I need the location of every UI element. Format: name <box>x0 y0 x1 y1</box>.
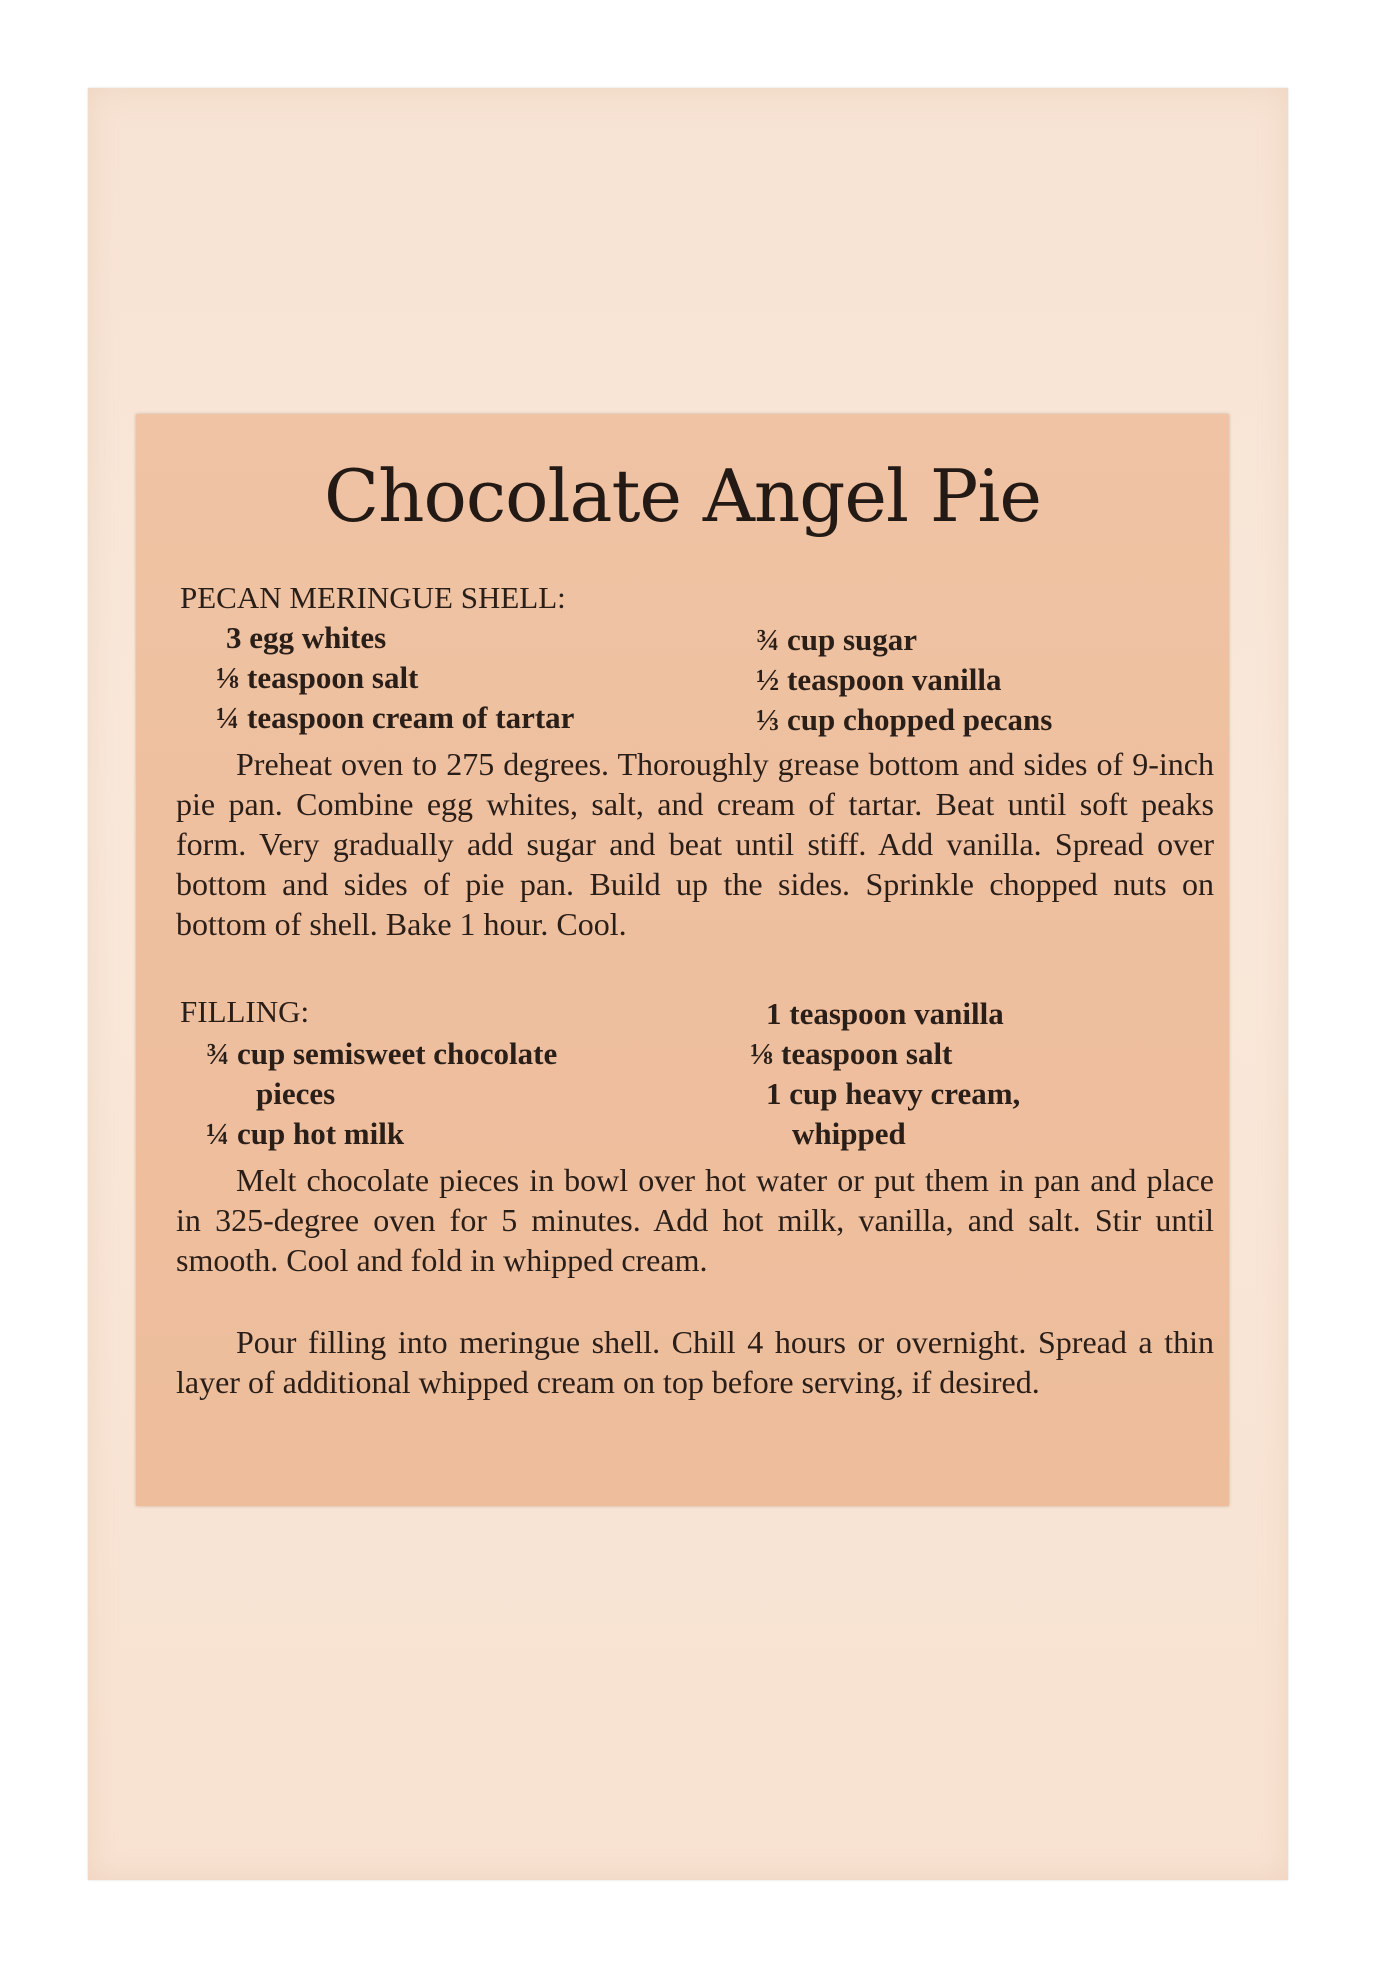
shell-ingredient: 3 egg whites <box>226 620 387 655</box>
shell-heading: PECAN MERINGUE SHELL: <box>180 580 566 615</box>
shell-ingredient: ⅓ cup chopped pecans <box>756 702 1053 737</box>
shell-ingredient: ¾ cup sugar <box>756 622 918 657</box>
filling-ingredient: ⅛ teaspoon salt <box>750 1036 953 1071</box>
filling-ingredient: pieces <box>256 1076 336 1111</box>
shell-ingredient: ¼ teaspoon cream of tartar <box>216 700 575 735</box>
filling-ingredient: 1 teaspoon vanilla <box>766 996 1004 1031</box>
filling-ingredient: 1 cup heavy cream, <box>766 1076 1021 1111</box>
shell-ingredient: ⅛ teaspoon salt <box>216 660 419 695</box>
filling-directions-final: Pour filling into meringue shell. Chill 4 hours or overnight. Spread a thin layer of additional whipped cream on top before serving, if desired. <box>176 1324 1214 1400</box>
filling-directions: Melt chocolate pieces in bowl over hot water or put them in pan and place in 325-degree oven for 5 minutes. Add hot milk, vanilla, and salt. Stir until smooth. Cool and fold in whipped cream. <box>176 1162 1214 1278</box>
recipe-title: Chocolate Angel Pie <box>324 454 1041 538</box>
filling-ingredient: whipped <box>792 1116 906 1151</box>
filling-ingredient: ¾ cup semisweet chocolate <box>206 1036 558 1071</box>
filling-ingredient: ¼ cup hot milk <box>206 1116 405 1151</box>
shell-ingredient: ½ teaspoon vanilla <box>756 662 1002 697</box>
newspaper-clipping <box>136 414 1229 1506</box>
shell-directions: Preheat oven to 275 degrees. Thoroughly grease bottom and sides of 9-inch pie pan. Combine egg whites, salt, and cream of tartar. Beat until soft peaks form. Very gradually add sugar and beat until stiff. Add vanilla. Spread over bottom and sides of pie pan. Build up the sides. Sprinkle chopped nuts on bottom of shell. Bake 1 hour. Cool. <box>176 746 1214 942</box>
filling-heading: FILLING: <box>180 994 310 1029</box>
